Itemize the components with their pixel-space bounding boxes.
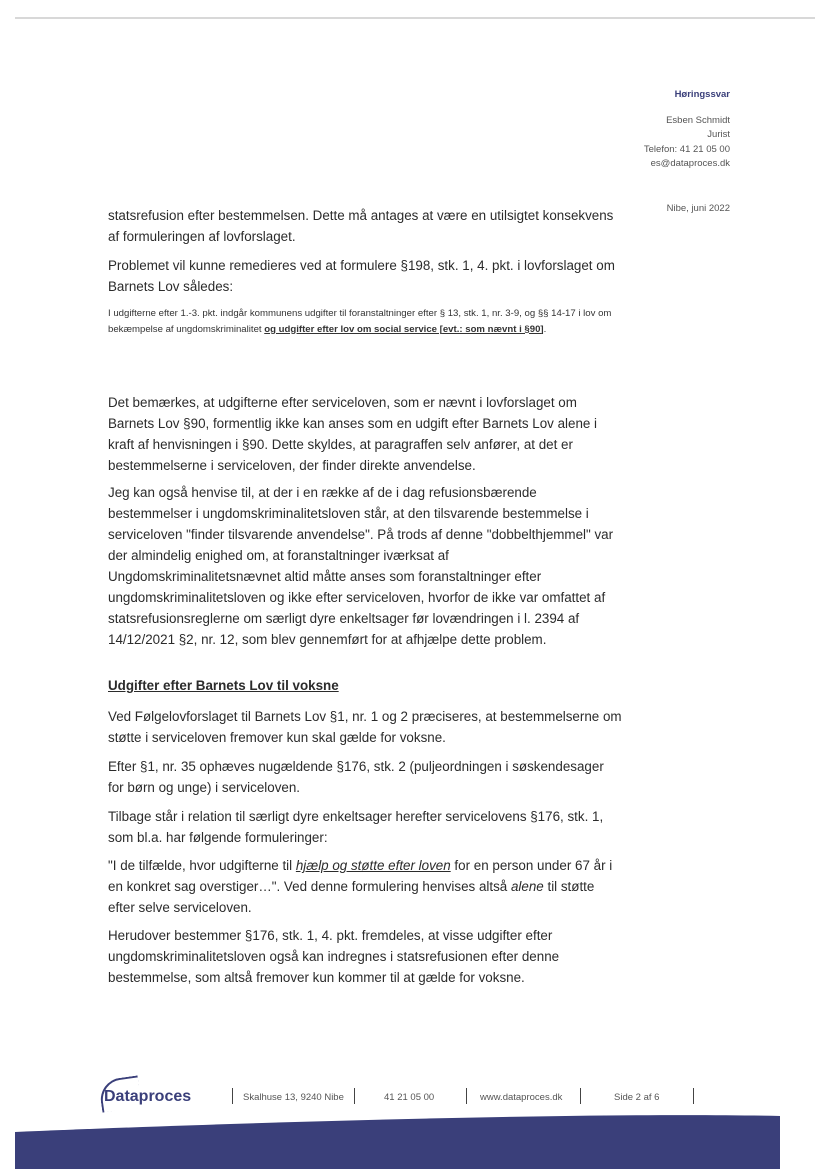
p8-text-c: for en person under 67 år i en konkret sag overstiger…". Ved denne formulering henvises altså: [108, 858, 613, 894]
document-date: Nibe, juni 2022: [666, 202, 730, 214]
p8-emphasis-underlined: hjælp og støtte efter loven: [295, 858, 451, 873]
paragraph-7: Tilbage står i relation til særligt dyre enkeltsager herefter servicelovens §176, stk. 1, som bl.a. har følgende formuleringer:: [108, 809, 604, 845]
company-logo: Dataproces: [104, 1088, 192, 1105]
p8-emphasis: alene: [510, 879, 544, 894]
quote-underlined: og udgifter efter lov om social service [evt.: som nævnt i §90]: [264, 323, 544, 335]
section-heading: Udgifter efter Barnets Lov til voksne: [108, 678, 339, 693]
p8-text-e: til støtte efter selve serviceloven.: [108, 879, 595, 915]
footer-separator: [693, 1088, 694, 1104]
author-phone: Telefon: 41 21 05 00: [643, 143, 730, 155]
paragraph-9: Herudover bestemmer §176, stk. 1, 4. pkt. fremdeles, at visse udgifter efter ungdomskriminalitetsloven også kan indregnes i statsrefusionen efter denne bestemmelse, som altså fremover kun kommer til at gælde for voksne.: [108, 928, 560, 985]
author-role: Jurist: [707, 129, 730, 140]
letter-header: [644, 88, 730, 216]
paragraph-4: Jeg kan også henvise til, at der i en række af de i dag refusionsbærende bestemmelser i ungdomskriminalitetsloven står, at den tilsvarende bestemmelse i serviceloven "finder tilsvarende anvendelse". På trods af denne "dobbelthjemmel" var der almindelig enighed om, at foranstaltninger iværksat af Ungdomskriminalitetsnævnet altid måtte anses som foranstaltninger efter ungdomskriminalitetsloven og ikke efter serviceloven, hvorfor de ikke var omfattet af statsrefusionsreglerne om særligt dyre enkeltsager før lovændringen i l. 2394 af 14/12/2021 §2, nr. 12, som blev gennemført for at afhjælpe dette problem.: [108, 485, 614, 647]
paragraph-5: Ved Følgelovforslaget til Barnets Lov §1, nr. 1 og 2 præciseres, at bestemmelserne om støtte i serviceloven fremover kun skal gælde for voksne.: [108, 709, 622, 745]
top-rule: [15, 17, 815, 19]
proposed-wording: [108, 306, 623, 337]
footer-phone: 41 21 05 00: [384, 1092, 435, 1103]
quote-text: I udgifterne efter 1.-3. pkt. indgår kommunens udgifter til foranstaltninger efter § 13, stk. 1, nr. 3-9, og §§ 14-17 i lov om bekæmpelse af ungdomskriminalitet: [108, 308, 612, 335]
footer-website: www.dataproces.dk: [480, 1092, 563, 1103]
author-name: Esben Schmidt: [666, 114, 730, 126]
document-title: Høringssvar: [674, 89, 730, 100]
author-email: es@dataproces.dk: [650, 158, 730, 169]
footer-address: Skalhuse 13, 9240 Nibe: [243, 1092, 344, 1103]
paragraph-2: Problemet vil kunne remedieres ved at formulere §198, stk. 1, 4. pkt. i lovforslaget om Barnets Lov således:: [108, 258, 615, 294]
paragraph-3: Det bemærkes, at udgifterne efter serviceloven, som er nævnt i lovforslaget om Barnets Lov §90, formentlig ikke kan anses som en udgift efter Barnets Lov alene i kraft af henvisningen i §90. Dette skyldes, at paragraffen selv anfører, at det er bestemmelserne i serviceloven, der finder direkte anvendelse.: [108, 395, 598, 473]
paragraph-8: [108, 855, 623, 918]
footer-separator: [232, 1088, 233, 1104]
footer-page-number: Side 2 af 6: [614, 1092, 660, 1103]
footer-separator: [466, 1088, 467, 1104]
paragraph-1: statsrefusion efter bestemmelsen. Dette må antages at være en utilsigtet konsekvens af formuleringen af lovforslaget.: [108, 208, 614, 244]
footer-separator: [580, 1088, 581, 1104]
paragraph-6: Efter §1, nr. 35 ophæves nugældende §176, stk. 2 (puljeordningen i søskendesager for børn og unge) i serviceloven.: [108, 759, 604, 795]
quote-end: .: [543, 323, 547, 335]
footer-wave: [0, 1110, 828, 1169]
page-footer: [0, 1072, 828, 1169]
footer-separator: [354, 1088, 355, 1104]
p8-text-a: "I de tilfælde, hvor udgifterne til: [108, 858, 296, 873]
